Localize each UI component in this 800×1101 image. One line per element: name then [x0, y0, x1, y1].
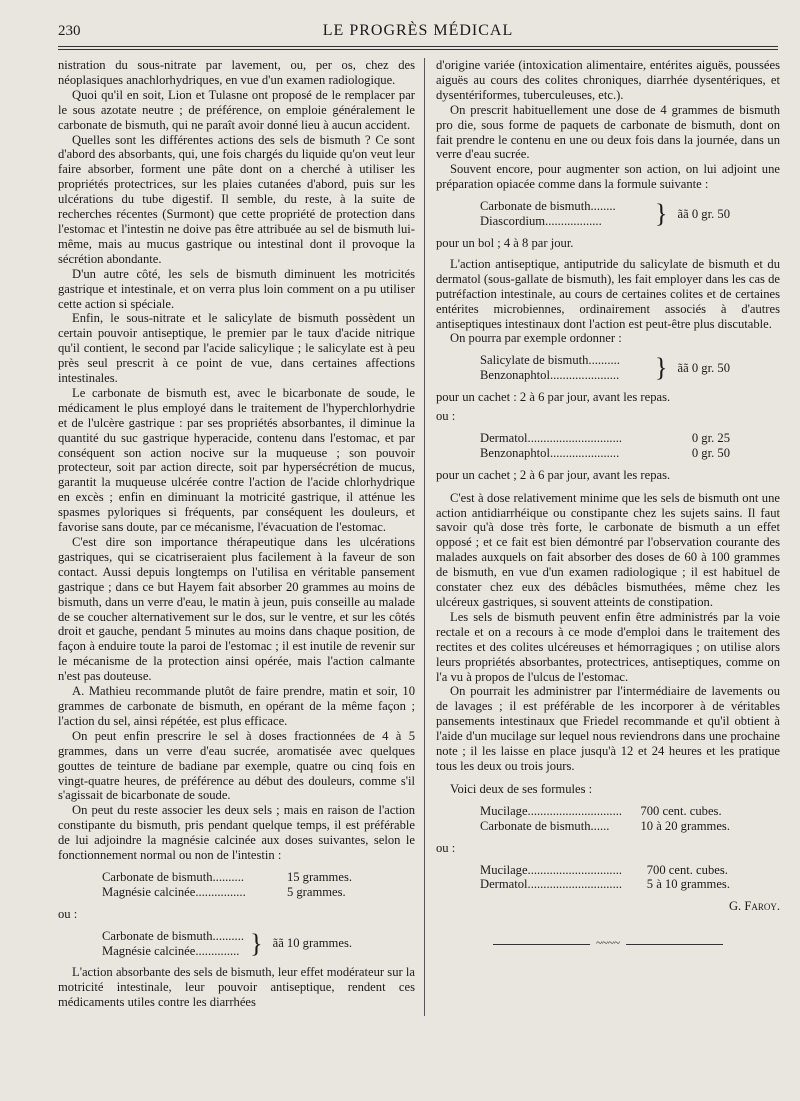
paragraph: pour un cachet : 2 à 6 par jour, avant les repas. [436, 390, 671, 405]
paragraph: Le carbonate de bismuth est, avec le bicarbonate de soude, le médicament le plus employé dans le traitement de l'hyperchlorhydrie et de l'ulcère gastrique : par ses propriétés absorbantes, il diminue la quantité du suc gastrique hyperacide, contenu dans l'estomac, et par conséquent son action nocive sur la muqueuse ; son pouvoir protecteur, soit par action directe, soit par hypersécrétion de mucus, garantit la muqueuse ulcérée contre l'action de l'acide chlorhydrique en excès ; enfin en diminuant la motricité gastrique, il atténue les spasmes pyloriques si fréquents, par conséquent les douleurs, et favorise sans doute, par ce mécanisme, l'évacuation de l'estomac. [58, 385, 415, 535]
paragraph: d'origine variée (intoxication alimentaire, entérites aiguës, poussées aiguës au cours des colites chroniques, diarrhée dysentériques, et dysentériformes, tuberculeuses, etc.). [436, 58, 780, 102]
formula-ingredient: Carbonate de bismuth........ [480, 199, 616, 214]
page-number: 230 [58, 23, 81, 39]
or-label: ou : [58, 906, 78, 921]
formula [480, 863, 730, 893]
journal-title: LE PROGRÈS MÉDICAL [322, 22, 514, 39]
formula [480, 804, 730, 834]
formula-ingredient: Salicylate de bismuth.......... [480, 353, 620, 368]
paragraph: Souvent encore, pour augmenter son action, on lui adjoint une préparation opiacée comme dans la formule suivante : [436, 162, 780, 192]
formula-ingredient: Dermatol.............................. [480, 430, 623, 445]
formula-dose: ãã 0 gr. 50 [677, 360, 730, 375]
paragraph: D'un autre côté, les sels de bismuth diminuent les motricités gastrique et intestinale, et on verra plus loin comment on a pu utiliser cette action si spéciale. [58, 266, 415, 311]
formula-ingredient: Mucilage.............................. [480, 862, 623, 877]
formula-ingredient: Magnésie calcinée.............. [102, 943, 240, 958]
or-label: ou : [436, 840, 456, 855]
paragraph: Les sels de bismuth peuvent enfin être administrés par la voie rectale et on a recours à ce mode d'emploi dans le traitement des rectites et des colites ulcéreuses et hémorragiques ; on utilise alors leurs propriétés absorbantes, protectrices, antiseptiques, comme on l'a vu à propos de l'ulcus de l'estomac. [436, 609, 780, 684]
formula [102, 870, 352, 900]
paragraph: Voici deux de ses formules : [450, 781, 593, 796]
formula [480, 353, 730, 383]
formula-ingredient: Mucilage.............................. [480, 803, 623, 818]
paragraph: L'action absorbante des sels de bismuth, leur effet modérateur sur la motricité intestinale, leur pouvoir antiseptique, rendent ces médicaments utiles contre les diarrhées [58, 965, 415, 1010]
paragraph: L'action antiseptique, antiputride du salicylate de bismuth et du dermatol (sous-gallate de bismuth), les fait employer dans les cas de putréfaction intestinale, au cours de certaines colites et de certaines entérites microbiennes, ordinairement associés à d'autres antiseptiques intestinaux dont l'action est peut-être plus discutable. [436, 256, 780, 331]
formula-ingredient: Benzonaphtol...................... [480, 445, 620, 460]
paragraph: On pourrait les administrer par l'intermédiaire de lavements ou de lavages ; il est préférable de les incorporer à de véritables pansements intestinaux que Friedel recommande et qu'il obtient à l'aide d'un mucilage sur lequel nous reviendrons dans une prochaine note ; il les laisse en place jusqu'à 12 et 24 heures et les pratique tous les deux ou trois jours. [436, 684, 780, 773]
formula-ingredient: Carbonate de bismuth.......... [102, 869, 245, 884]
paragraph: On peut du reste associer les deux sels ; mais en raison de l'action constipante du bismuth, pris pendant quelque temps, il est préférable de lui adjoindre la magnésie calcinée aux doses suivantes, selon le fonctionnement normal ou non de l'intestin : [58, 803, 415, 863]
paragraph: A. Mathieu recommande plutôt de faire prendre, matin et soir, 10 grammes de carbonate de bismuth, en opérant de la même façon ; l'action du sel, ainsi répétée, est plus efficace. [58, 684, 415, 728]
formula-dose: 0 gr. 25 [691, 430, 730, 445]
paragraph: On pourra par exemple ordonner : [450, 331, 622, 346]
formula-ingredient: Carbonate de bismuth...... [480, 818, 610, 833]
formula-dose: 700 cent. cubes. [646, 862, 728, 877]
brace-symbol: } [655, 199, 668, 229]
paragraph: Quoi qu'il en soit, Lion et Tulasne ont proposé de le remplacer par le sous azotate neutre ; de préférence, on emploie généralement le carbonate de bismuth, qui ne paraît avoir donné lieu à aucun accident. [58, 87, 415, 132]
formula [102, 929, 352, 959]
paragraph: Enfin, le sous-nitrate et le salicylate de bismuth possèdent un certain pouvoir antiseptique, le premier par le taux d'acide nitrique qu'il contient, le second par l'acide salicylique ; le salicylate est à peu près seul prescrit à ce point de vue, dans certaines affections intestinales. [58, 311, 415, 386]
formula-dose: ãã 10 grammes. [272, 936, 352, 951]
right-column [436, 58, 780, 955]
formula [480, 431, 730, 461]
formula-ingredient: Carbonate de bismuth.......... [102, 928, 245, 943]
brace-symbol: } [655, 353, 668, 383]
ornament-glyph: ~~~~ [590, 936, 626, 951]
paragraph: pour un bol ; 4 à 8 par jour. [436, 235, 574, 250]
paragraph: C'est dire son importance thérapeutique dans les ulcérations gastriques, qui se cicatriseraient plus facilement à la faveur de son contact. Aussi depuis longtemps on l'utilisa en véritable pansement gastrique ; dans ce but Hayem fait absorber 20 grammes au moins de bismuth, dans un verre d'eau, le matin à jeun, puis conseille au malade de se coucher alternativement sur le dos, sur le ventre, et sur les côtés droit et gauche, pendant 5 minutes au moins dans chaque position, de façon à enduire toute la paroi de l'estomac ; il est inutile de revenir sur le mécanisme de la protection ainsi opérée, mais l'action calmante n'est pas douteuse. [58, 535, 415, 684]
paragraph: Quelles sont les différentes actions des sels de bismuth ? Ce sont d'abord des absorbants, qui, une fois chargés du liquide qu'on veut leur faire absorber, forment une pâte dont on a cherché à utiliser les propriétés protectrices, sur les plaies cutanées d'abord, puis sur les ulcérations du tube digestif. Il semble, du reste, à la suite de recherches récentes (Surmont) que cette propriété de protection dans l'estomac et l'intestin ne doive pas être attribuée au sel de bismuth lui-même, mais au mucus gastrique ou intestinal dont il provoque la sécrétion abondante. [58, 132, 415, 266]
paragraph: On prescrit habituellement une dose de 4 grammes de bismuth pro die, sous forme de paquets de carbonate de bismuth, dont on fait prendre le contenu en une ou deux fois dans la journée, dans un verre d'eau sucrée. [436, 102, 780, 162]
page-header [58, 20, 778, 47]
formula-dose: 10 à 20 grammes. [640, 818, 730, 833]
end-ornament [493, 937, 723, 955]
formula-ingredient: Magnésie calcinée................ [102, 884, 246, 899]
formula-dose: 700 cent. cubes. [640, 803, 722, 818]
formula-dose: 5 grammes. [286, 884, 346, 899]
formula-dose: ãã 0 gr. 50 [677, 206, 730, 221]
brace-symbol: } [250, 928, 263, 958]
author-signature: G. Faroy. [728, 899, 780, 914]
formula [480, 199, 730, 229]
paragraph: C'est à dose relativement minime que les sels de bismuth ont une action antidiarrhéique ou constipante chez les sujets sains. Il faut savoir qu'à dose très forte, le carbonate de bismuth a un effet opposé ; et ce fait est bien démontré par l'observation courante des malades auxquels on fait absorber des doses de 60 à 100 grammes de bismuth, en vue d'un examen radiologique ; il est habituel de constater chez eux des débâcles bismuthées, même chez les ulcéreux gastriques, si souvent atteints de constipation. [436, 490, 780, 609]
paragraph: pour un cachet ; 2 à 6 par jour, avant les repas. [436, 467, 671, 482]
formula-dose: 15 grammes. [286, 869, 352, 884]
column-divider [424, 58, 425, 1016]
formula-dose: 0 gr. 50 [691, 445, 730, 460]
formula-ingredient: Diascordium.................. [480, 214, 602, 229]
formula-ingredient: Dermatol.............................. [480, 877, 623, 892]
paragraph: nistration du sous-nitrate par lavement, ou, per os, chez des néoplasiques anachlorhydriques, en vue d'un examen radiologique. [58, 58, 415, 87]
formula-ingredient: Benzonaphtol...................... [480, 368, 620, 383]
or-label: ou : [436, 409, 456, 424]
formula-dose: 5 à 10 grammes. [646, 877, 730, 892]
paragraph: On peut enfin prescrire le sel à doses fractionnées de 4 à 5 grammes, dans un verre d'eau sucrée, aromatisée avec quelques gouttes de teinture de badiane par exemple, quatre ou cinq fois en vingt-quatre heures, de préférence au début des douleurs, comme s'il s'agissait de bicarbonate de soude. [58, 728, 415, 803]
left-column [58, 58, 415, 1010]
